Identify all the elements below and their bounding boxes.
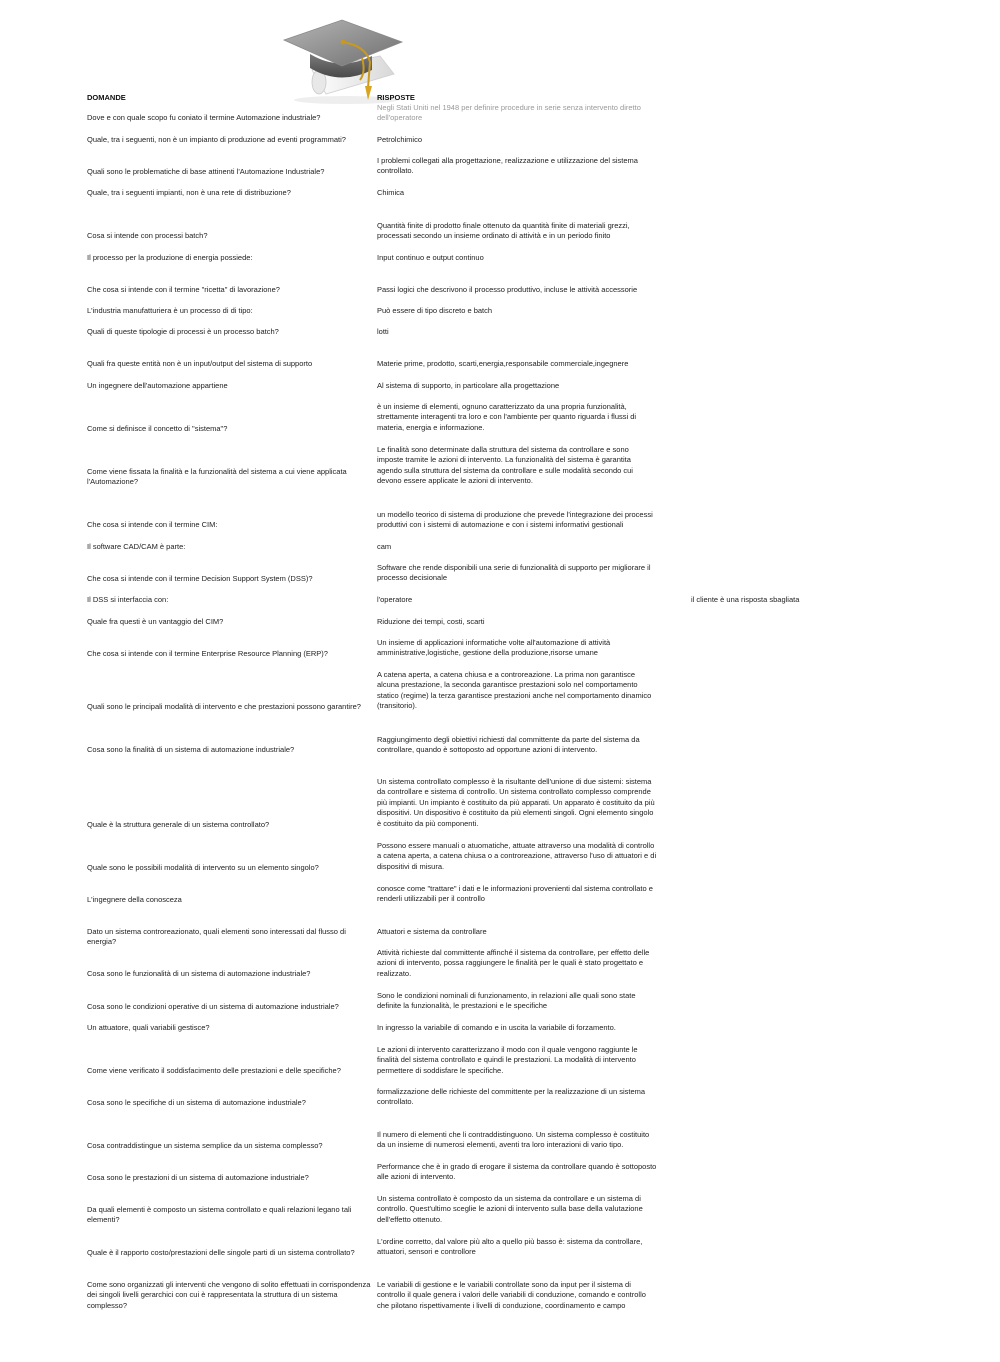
- question-text: Quali sono le principali modalità di intervento e che prestazioni possono garantire?: [87, 702, 361, 711]
- question-text: Da quali elementi è composto un sistema controllato e quali relazioni legano tali elementi?: [87, 1205, 352, 1225]
- answer-text: Attuatori e sistema da controllare: [377, 927, 487, 936]
- question-text: Cosa sono le funzionalità di un sistema di automazione industriale?: [87, 969, 311, 978]
- answer-text: Un sistema controllato complesso è la risultante dell'unione di due sistemi: sistema da controllare e sistema di controllo. Un sistema controllato complesso comprende più impianti. Un impianto è costituito da più apparati. Un apparato è costituito da più dispositivi. Un dispositivo è costituito da più elementi singoli. Ogni elemento singolo è costituito da più componenti.: [377, 777, 655, 828]
- question-text: Quale è la struttura generale di un sistema controllato?: [87, 820, 270, 829]
- question-text: Il processo per la produzione di energia possiede:: [87, 253, 253, 262]
- question-text: Che cosa si intende con il termine Enterprise Resource Planning (ERP)?: [87, 649, 328, 658]
- question-text: Quali di queste tipologie di processi è un processo batch?: [87, 327, 279, 336]
- row-note: il cliente è una risposta sbagliata: [691, 595, 800, 604]
- answer-text: Il numero di elementi che li contraddistinguono. Un sistema complesso è costituito da un insieme di numerosi elementi, aventi tra loro interazioni di vario tipo.: [377, 1130, 650, 1150]
- answer-text: Attività richieste dal committente affinché il sistema da controllare, per effetto delle azioni di intervento, possa raggiungere le finalità per le quali è stato progettato e realizzato.: [377, 948, 650, 978]
- question-text: L'industria manufatturiera è un processo di di tipo:: [87, 306, 253, 315]
- answer-text: è un insieme di elementi, ognuno caratterizzato da una propria funzionalità, strettamente interagenti tra loro e con l'ambiente per quanto riguarda i flussi di materia, energia e informazione.: [377, 402, 637, 432]
- question-text: Quali fra queste entità non è un input/output del sistema di supporto: [87, 359, 313, 368]
- answer-text: Software che rende disponibili una serie di funzionalità di supporto per migliorare il processo decisionale: [377, 563, 651, 583]
- answer-text: L'ordine corretto, dal valore più alto a quello più basso è: sistema da controllare, attuatori, sensori e controllore: [377, 1237, 643, 1257]
- answer-text: Passi logici che descrivono il processo produttivo, incluse le attività accessorie: [377, 285, 638, 294]
- answer-text: Un sistema controllato è composto da un sistema da controllare e un sistema di controllo. Quest'ultimo sceglie le azioni di intervento sulla base della valutazione dell'effetto ottenuto.: [377, 1194, 643, 1224]
- question-text: Cosa sono la finalità di un sistema di automazione industriale?: [87, 745, 295, 754]
- question-text: Che cosa si intende con il termine "ricetta" di lavorazione?: [87, 285, 280, 294]
- answer-text: Possono essere manuali o atuomatiche, attuate attraverso una modalità di controllo a catena aperta, a catena chiusa o a controreazione, attraverso l'uso di attuatori e di dispositivi di misura.: [377, 841, 657, 871]
- answer-text: Quantità finite di prodotto finale ottenuto da quantità finite di materiali grezzi, processati secondo un insieme ordinato di attività e in un periodo finito: [377, 221, 630, 241]
- answer-text: formalizzazione delle richieste del committente per la realizzazione di un sistema controllato.: [377, 1087, 646, 1107]
- answer-text: cam: [377, 542, 392, 551]
- question-text: Quale fra questi è un vantaggio del CIM?: [87, 617, 224, 626]
- question-text: Come viene verificato il soddisfacimento delle prestazioni e delle specifiche?: [87, 1066, 341, 1075]
- question-text: Quale, tra i seguenti, non è un impianto di produzione ad eventi programmati?: [87, 135, 346, 144]
- answer-text: In ingresso la variabile di comando e in uscita la variabile di forzamento.: [377, 1023, 616, 1032]
- question-text: Dove e con quale scopo fu coniato il termine Automazione industriale?: [87, 113, 321, 122]
- question-text: Quale è il rapporto costo/prestazioni delle singole parti di un sistema controllato?: [87, 1248, 355, 1257]
- question-text: Quale sono le possibili modalità di intervento su un elemento singolo?: [87, 863, 319, 872]
- answer-text: Input continuo e output continuo: [377, 253, 484, 262]
- question-text: Come si definisce il concetto di "sistema"?: [87, 424, 228, 433]
- question-text: Cosa contraddistingue un sistema semplice da un sistema complesso?: [87, 1141, 323, 1150]
- answer-text: l'operatore: [377, 595, 413, 604]
- answer-text: Negli Stati Uniti nel 1948 per definire procedure in serie senza intervento diretto dell'operatore: [377, 103, 641, 123]
- answer-text: Performance che è in grado di erogare il sistema da controllare quando è sottoposto alle azioni di intervento.: [377, 1162, 657, 1182]
- answer-text: Al sistema di supporto, in particolare alla progettazione: [377, 381, 560, 390]
- question-text: L'ingegnere della conosceza: [87, 895, 182, 904]
- answer-text: Riduzione dei tempi, costi, scarti: [377, 617, 485, 626]
- answer-text: Sono le condizioni nominali di funzionamento, in relazioni alle quali sono state definite la funzionalità, le prestazioni e le specifiche: [377, 991, 636, 1011]
- question-text: Il software CAD/CAM è parte:: [87, 542, 186, 551]
- question-text: Cosa sono le prestazioni di un sistema di automazione industriale?: [87, 1173, 309, 1182]
- questions-header: DOMANDE: [87, 93, 126, 102]
- answer-text: Un insieme di applicazioni informatiche volte all'automazione di attività amministrative,logistiche, gestione della produzione,risorse umane: [377, 638, 611, 658]
- answer-text: lotti: [377, 327, 389, 336]
- question-text: Come sono organizzati gli interventi che vengono di solito effettuati in corrispondenza dei singoli livelli gerarchici con cui è rappresentata la struttura di un sistema complesso?: [87, 1280, 371, 1310]
- answer-text: Le finalità sono determinate dalla struttura del sistema da controllare e sono imposte tramite le azioni di intervento. La funzionalità del sistema è garantita agendo sulla struttura del sistema da controllare e sulle modalità secondo cui devono essere applicate le azioni di intervento.: [377, 445, 633, 486]
- question-text: Quali sono le problematiche di base attinenti l'Automazione Industriale?: [87, 167, 325, 176]
- question-text: Un attuatore, quali variabili gestisce?: [87, 1023, 210, 1032]
- answer-text: Le azioni di intervento caratterizzano il modo con il quale vengono raggiunte le finalità del sistema controllato e quindi le prestazioni. La modalità di intervento permettere di soddisfare le specifiche.: [377, 1045, 638, 1075]
- answer-text: Le variabili di gestione e le variabili controllate sono da input per il sistema di controllo il quale genera i valori delle variabili di conduzione, comando e controllo che pilotano rispettivamente i livelli di conduzione, coordinamento e campo: [377, 1280, 646, 1310]
- answer-text: A catena aperta, a catena chiusa e a controreazione. La prima non garantisce alcuna prestazione, la seconda garantisce prestazioni solo nel comportamento statico (regime) la terza garantisce prestazioni anche nel comportamento dinamico (transitorio).: [377, 670, 652, 711]
- answer-text: Petrolchimico: [377, 135, 423, 144]
- question-text: Cosa si intende con processi batch?: [87, 231, 208, 240]
- answer-text: Materie prime, prodotto, scarti,energia,responsabile commerciale,ingegnere: [377, 359, 629, 368]
- question-text: Che cosa si intende con il termine Decision Support System (DSS)?: [87, 574, 313, 583]
- question-text: Dato un sistema controreazionato, quali elementi sono interessati dal flusso di energia?: [87, 927, 346, 947]
- question-text: Un ingegnere dell'automazione appartiene: [87, 381, 228, 390]
- answers-header: RISPOSTE: [377, 93, 415, 102]
- answer-text: conosce come "trattare" i dati e le informazioni provenienti dal sistema controllato e renderli utilizzabili per il controllo: [377, 884, 653, 904]
- question-text: Il DSS si interfaccia con:: [87, 595, 169, 604]
- question-text: Cosa sono le specifiche di un sistema di automazione industriale?: [87, 1098, 306, 1107]
- answer-text: I problemi collegati alla progettazione, realizzazione e utilizzazione del sistema controllato.: [377, 156, 638, 176]
- answer-text: un modello teorico di sistema di produzione che prevede l'integrazione dei processi produttivi con i sistemi di automazione e con i sistemi informativi gestionali: [377, 510, 653, 530]
- answer-text: Raggiungimento degli obiettivi richiesti dal committente da parte del sistema da controllare, quando è sottoposto ad opportune azioni di intervento.: [377, 735, 640, 755]
- answer-text: Può essere di tipo discreto e batch: [377, 306, 493, 315]
- answer-text: Chimica: [377, 188, 405, 197]
- question-text: Quale, tra i seguenti impianti, non è una rete di distribuzione?: [87, 188, 291, 197]
- question-text: Come viene fissata la finalità e la funzionalità del sistema a cui viene applicata l'Automazione?: [87, 467, 347, 487]
- question-text: Cosa sono le condizioni operative di un sistema di automazione industriale?: [87, 1002, 339, 1011]
- question-text: Che cosa si intende con il termine CIM:: [87, 520, 218, 529]
